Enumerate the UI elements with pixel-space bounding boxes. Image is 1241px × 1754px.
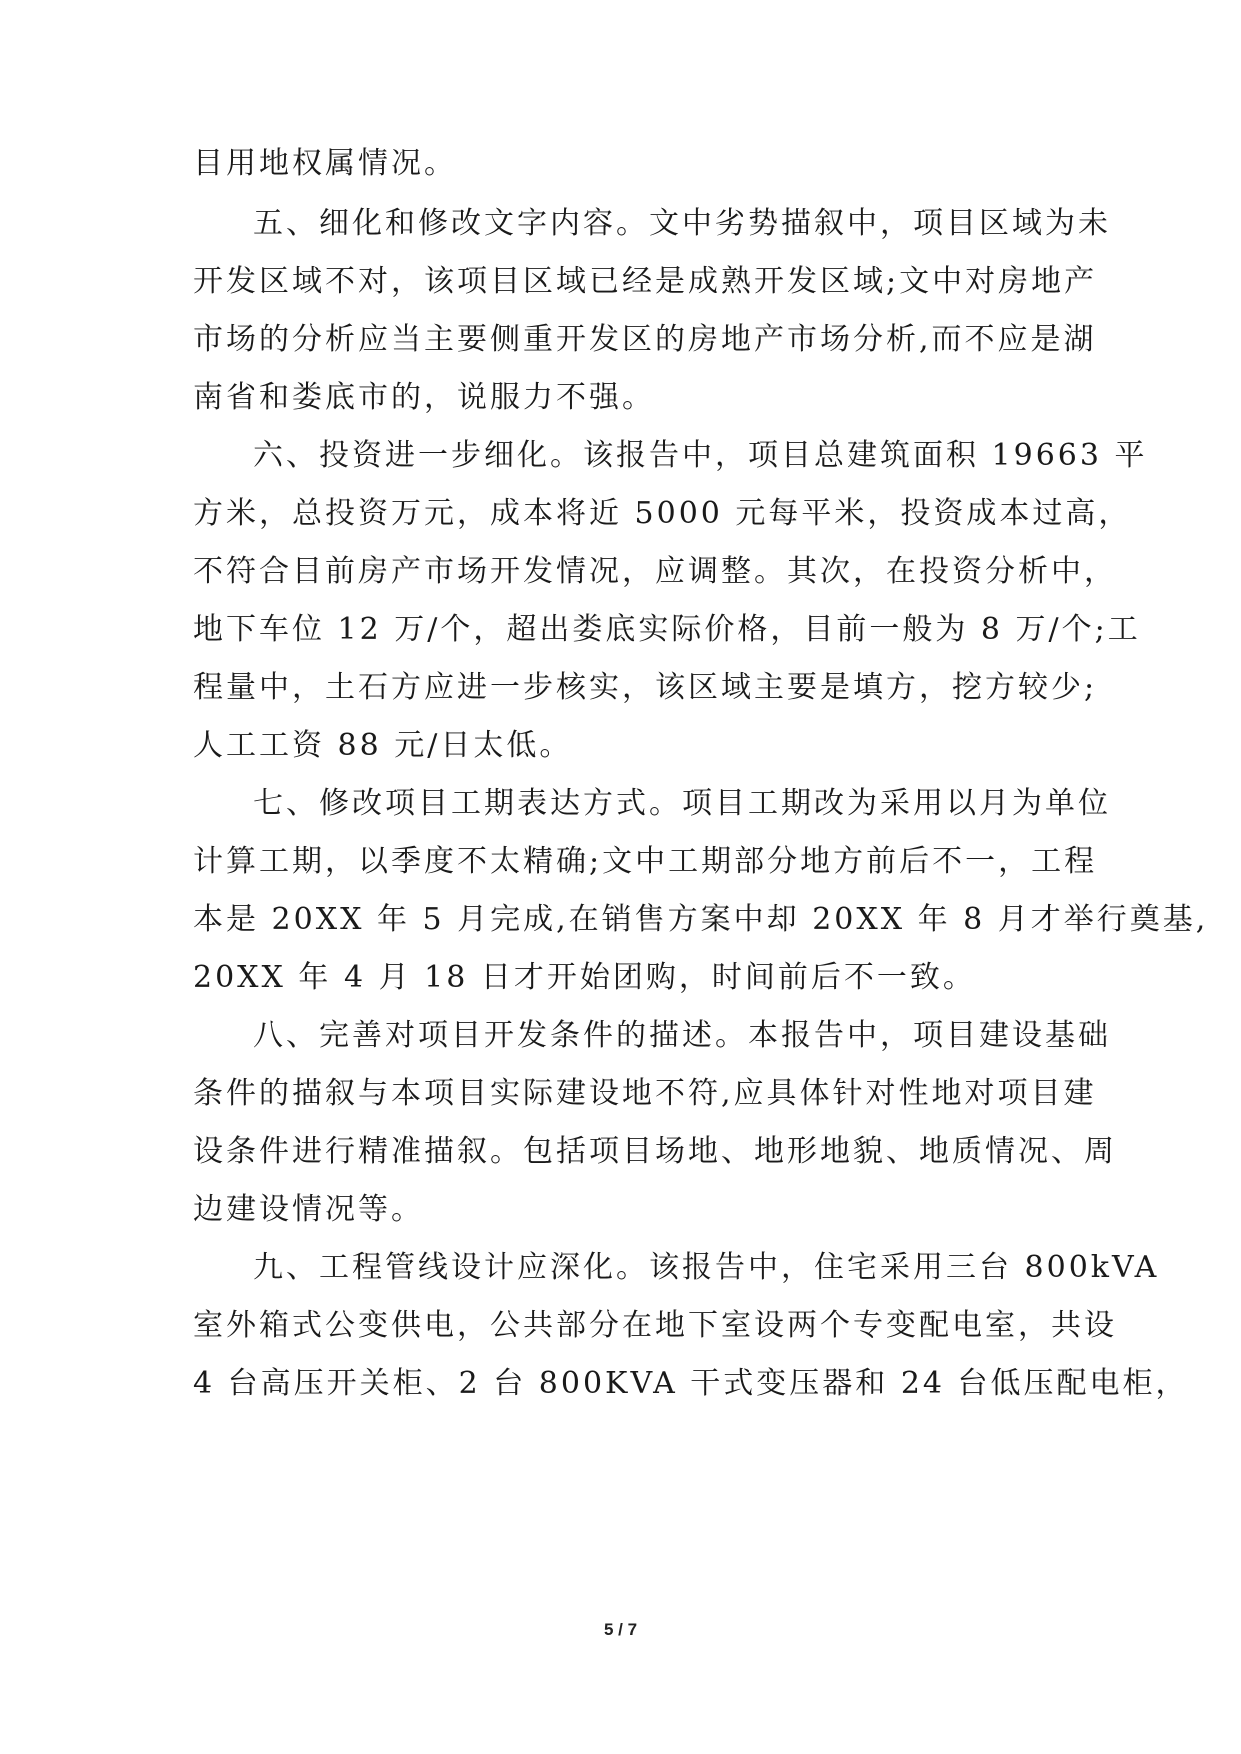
text-line: 目用地权属情况。 <box>193 146 457 181</box>
paragraph-5-line: 五、细化和修改文字内容。文中劣势描叙中，项目区域为未 <box>253 206 1111 241</box>
text-line: 方米，总投资万元，成本将近 5000 元每平米，投资成本过高， <box>193 496 1132 531</box>
text-line: 人工工资 88 元/日太低。 <box>193 728 573 763</box>
text-line: 4 台高压开关柜、2 台 800KVA 干式变压器和 24 台低压配电柜， <box>193 1366 1189 1401</box>
text-line: 条件的描叙与本项目实际建设地不符,应具体针对性地对项目建 <box>193 1076 1097 1111</box>
text-line: 不符合目前房产市场开发情况，应调整。其次，在投资分析中， <box>193 554 1117 589</box>
text-line: 边建设情况等。 <box>193 1192 424 1227</box>
text-line: 程量中，土石方应进一步核实，该区域主要是填方，挖方较少; <box>193 670 1098 705</box>
page-number: 5 / 7 <box>603 1620 638 1639</box>
text-line: 设条件进行精准描叙。包括项目场地、地形地貌、地质情况、周 <box>193 1134 1117 1169</box>
text-line: 本是 20XX 年 5 月完成,在销售方案中却 20XX 年 8 月才举行奠基, <box>193 902 1209 937</box>
paragraph-9-line: 九、工程管线设计应深化。该报告中，住宅采用三台 800kVA <box>253 1250 1160 1285</box>
text-line: 20XX 年 4 月 18 日才开始团购，时间前后不一致。 <box>193 960 976 995</box>
text-line: 室外箱式公变供电，公共部分在地下室设两个专变配电室，共设 <box>193 1308 1117 1343</box>
paragraph-8-line: 八、完善对项目开发条件的描述。本报告中，项目建设基础 <box>253 1018 1111 1053</box>
text-line: 南省和娄底市的，说服力不强。 <box>193 380 655 415</box>
text-line: 开发区域不对，该项目区域已经是成熟开发区域;文中对房地产 <box>193 264 1098 299</box>
text-line: 地下车位 12 万/个，超出娄底实际价格，目前一般为 8 万/个;工 <box>193 612 1141 647</box>
paragraph-6-line: 六、投资进一步细化。该报告中，项目总建筑面积 19663 平 <box>253 438 1148 473</box>
paragraph-7-line: 七、修改项目工期表达方式。项目工期改为采用以月为单位 <box>253 786 1111 821</box>
text-line: 市场的分析应当主要侧重开发区的房地产市场分析,而不应是湖 <box>193 322 1097 357</box>
text-line: 计算工期，以季度不太精确;文中工期部分地方前后不一，工程 <box>193 844 1098 879</box>
